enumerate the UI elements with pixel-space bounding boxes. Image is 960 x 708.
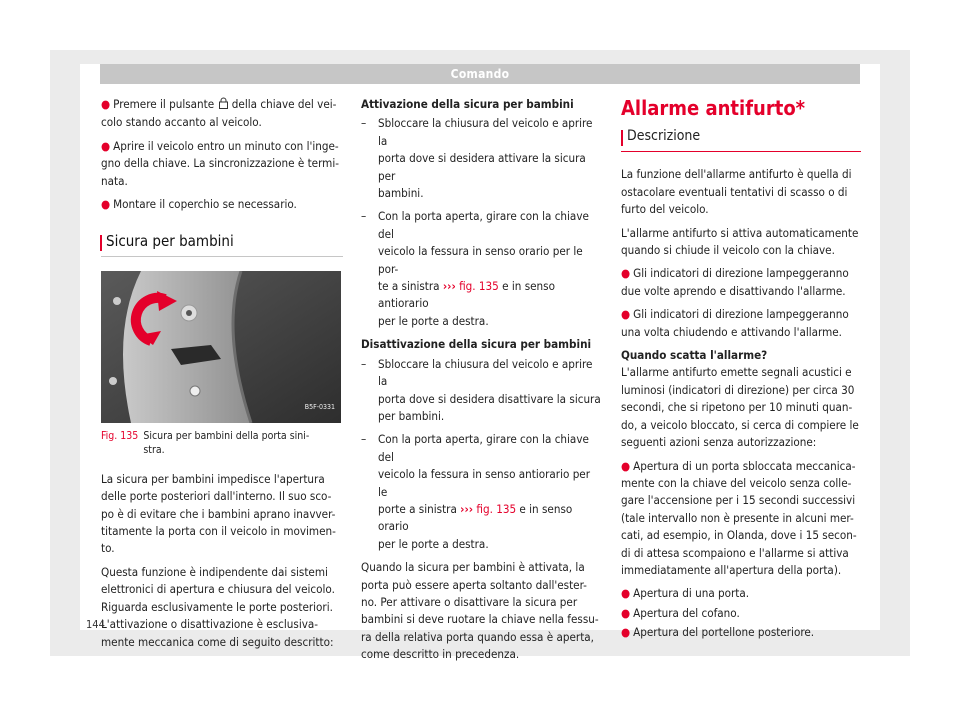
paragraph: La sicura per bambini impedisce l'apertura delle porte posteriori dall'interno. Il suo sco- po è di evitare che i bambini aprano inavver- titamente la porta con il veicolo in movimen- to. [101, 471, 336, 556]
bullet-item: ● Gli indicatori di direzione lampeggeranno due volte aprendo e disattivando l'allarme. [621, 266, 849, 298]
figure-link[interactable]: fig. 135 [455, 279, 499, 294]
image-code: B5F-0331 [304, 403, 335, 412]
reference-arrows: ››› [442, 279, 456, 294]
bullet-icon: ● [621, 266, 631, 281]
bullet-item: ● Apertura di una porta. [621, 586, 750, 601]
bullet-icon: ● [101, 97, 111, 111]
column-3 [621, 96, 861, 648]
deactivation-title: Disattivazione della sicura per bambini [361, 337, 592, 352]
section-title: Sicura per bambini [101, 233, 343, 255]
child-lock-figure [101, 271, 341, 423]
figure-caption: Fig. 135 Sicura per bambini della porta sini- stra. [101, 429, 310, 456]
section-title: Allarme antifurto* [621, 96, 806, 120]
page-number: 144 [86, 618, 105, 631]
bullet-item: ● Apertura del portellone posteriore. [621, 625, 815, 640]
bullet-icon: ● [101, 197, 111, 212]
step-item: – Con la porta aperta, girare con la chiave del veicolo la fessura in senso orario per le por- te a sinistra ››› fig. 135 e in senso antiorario per le porte a destra. [361, 209, 589, 328]
bullet-icon: ● [621, 458, 631, 473]
step-item: – Sbloccare la chiusura del veicolo e aprire la porta dove si desidera disattivare la sicura per bambini. [361, 356, 601, 423]
subsection-marker [621, 130, 623, 146]
section-rule [101, 256, 343, 257]
bullet-item: ● Aprire il veicolo entro un minuto con l'inge- gno della chiave. La sincronizzazione è termi- nata. [101, 138, 340, 188]
subsection-title: Descrizione [621, 128, 861, 151]
bullet-item: ● Gli indicatori di direzione lampeggeranno una volta chiudendo e attivando l'allarme. [621, 307, 849, 339]
bullet-icon: ● [621, 307, 631, 322]
lock-icon [218, 97, 229, 114]
bullet-item: ● Montare il coperchio se necessario. [101, 197, 297, 212]
paragraph: Questa funzione è indipendente dai sistemi elettronici di apertura e chiusura del veicolo. Riguarda esclusivamente le porte posteriori. L'attivazione o disattivazione è esclusiva- mente meccanica come di seguito descritto: [101, 564, 335, 649]
paragraph: Quando la sicura per bambini è attivata, la porta può essere aperta soltanto dall'ester- no. Per attivare o disattivare la sicura per bambini si deve ruotare la chiave nella fessu- ra della relativa porta quando essa è aperta, come descritto in precedenza. [361, 560, 599, 662]
bullet-icon: ● [621, 625, 631, 640]
paragraph: L'allarme antifurto emette segnali acustici e luminosi (indicatori di direzione) per circa 30 secondi, che si ripetono per 10 minuti quan- do, a veicolo bloccato, si cerca di compiere le seguenti azioni senza autorizzazione: [621, 365, 859, 450]
bullet-icon: ● [101, 138, 111, 153]
bullet-icon: ● [621, 586, 631, 601]
step-item: – Sbloccare la chiusura del veicolo e aprire la porta dove si desidera attivare la sicura per bambini. [361, 116, 593, 201]
step-item: – Con la porta aperta, girare con la chiave del veicolo la fessura in senso antiorario per le porte a sinistra ››› fig. 135 e in senso orario per le porte a destra. [361, 432, 591, 551]
bullet-item: ● Apertura del cofano. [621, 605, 740, 620]
section-marker [100, 235, 102, 251]
paragraph: La funzione dell'allarme antifurto è quella di ostacolare eventuali tentativi di scasso o di furto del veicolo. [621, 167, 852, 217]
reference-arrows: ››› [460, 501, 474, 516]
column-1 [101, 96, 343, 657]
bullet-item: ● Apertura di un porta sbloccata meccanica- mente con la chiave del veicolo senza colle- gare l'accensione per i 15 secondi successivi (tale intervallo non è presente in alcuni mer- cati, ad esempio, in Olanda, dove i 15 secon- di di attesa scompaiono e l'allarme si attiva immediatamente all'apertura della porta). [621, 458, 857, 577]
paragraph: L'allarme antifurto si attiva automaticamente quando si chiude il veicolo con la chiave. [621, 225, 859, 258]
subsection-rule [621, 151, 861, 152]
bullet-icon: ● [621, 605, 631, 620]
header-bar: Comando [100, 64, 860, 84]
figure-link[interactable]: fig. 135 [473, 501, 517, 516]
activation-title: Attivazione della sicura per bambini [361, 97, 574, 111]
column-2 [361, 96, 601, 670]
trigger-title: Quando scatta l'allarme? [621, 348, 768, 363]
bullet-item: ● Premere il pulsante della chiave del vei- colo stando accanto al veicolo. [101, 97, 337, 130]
